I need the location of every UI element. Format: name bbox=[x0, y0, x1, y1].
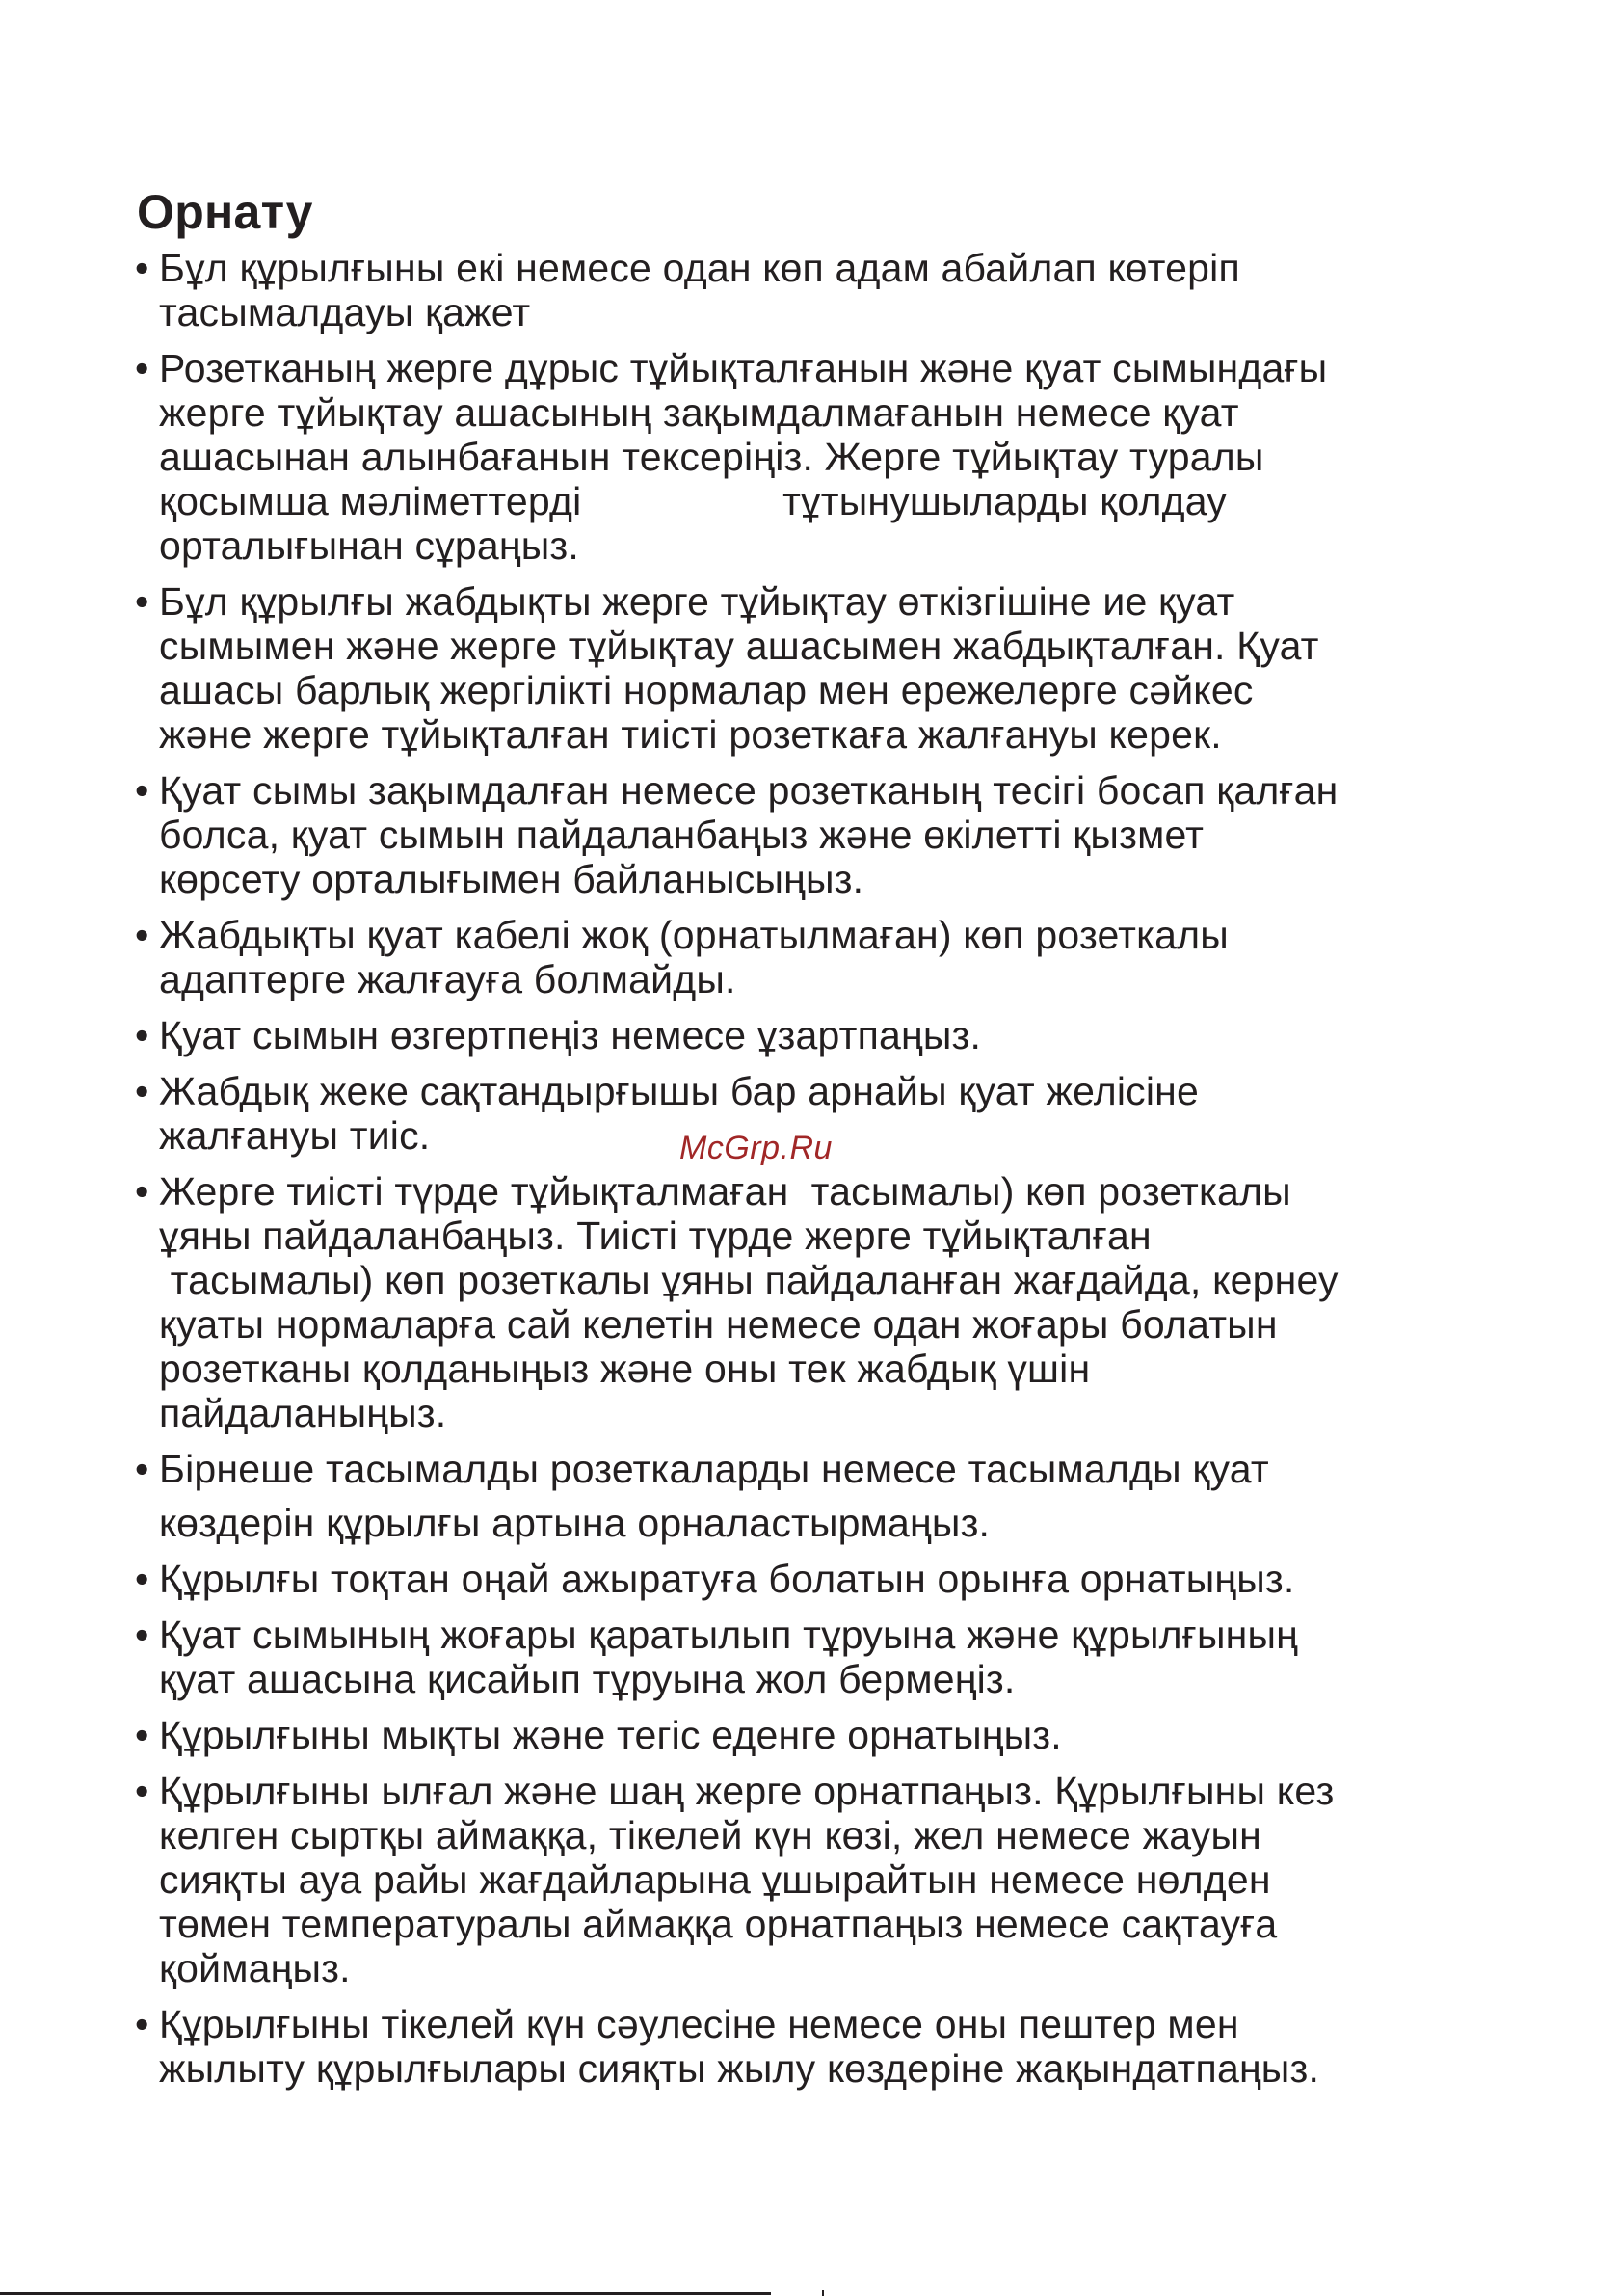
list-item-line: розетканы қолданыңыз және оны тек жабдық үшін bbox=[159, 1347, 1091, 1391]
bullet-icon: • bbox=[135, 2002, 149, 2046]
list-item-line: көздерін құрылғы артына орналастырмаңыз. bbox=[159, 1501, 991, 1545]
list-item-line: және жерге тұйықталған тиісті розеткаға жалғануы керек. bbox=[159, 712, 1222, 757]
bullet-icon: • bbox=[135, 768, 149, 813]
watermark-text: McGrp.Ru bbox=[679, 1130, 833, 1166]
list-item-line: Қуат сымының жоғары қаратылып тұруына және құрылғының bbox=[159, 1613, 1298, 1657]
list-item-line: қуаты нормаларға сай келетін немесе одан жоғары болатын bbox=[159, 1302, 1278, 1347]
list-item-line: сымымен және жерге тұйықтау ашасымен жабдықталған. Қуат bbox=[159, 624, 1319, 668]
list-item-line: Құрылғыны тікелей күн сәулесіне немесе оны пештер мен bbox=[159, 2002, 1239, 2046]
list-item-line: ашасынан алынбағанын тексеріңіз. Жерге тұйықтау туралы bbox=[159, 435, 1264, 479]
list-item-line: қосымша мәліметтерді тұтынушыларды қолдау bbox=[159, 479, 1227, 523]
list-item-line: пайдаланыңыз. bbox=[159, 1391, 447, 1435]
bullet-icon: • bbox=[135, 1713, 149, 1757]
list-item bbox=[135, 579, 1484, 757]
list-item-line: адаптерге жалғауға болмайды. bbox=[159, 957, 736, 1001]
list-item-line: қуат ашасына қисайып тұруына жол бермеңіз. bbox=[159, 1657, 1016, 1701]
list-item-line: Қуат сымын өзгертпеңіз немесе ұзартпаңыз. bbox=[159, 1013, 982, 1057]
list-item bbox=[135, 246, 1484, 334]
list-item bbox=[135, 1713, 1484, 1757]
list-item-line: ашасы барлық жергілікті нормалар мен ережелерге сәйкес bbox=[159, 668, 1254, 712]
list-item-line: сияқты ауа райы жағдайларына ұшырайтын немесе нөлден bbox=[159, 1857, 1271, 1902]
list-item bbox=[135, 1447, 1484, 1545]
list-item bbox=[135, 1769, 1484, 1990]
page-title: Орнату bbox=[137, 185, 313, 239]
list-item bbox=[135, 1613, 1484, 1701]
list-item-line: Жабдық жеке сақтандырғышы бар арнайы қуат желісіне bbox=[159, 1069, 1200, 1113]
list-item-line: жалғануы тиіс. bbox=[159, 1113, 431, 1158]
list-item-line: Құрылғы тоқтан оңай ажыратуға болатын орынға орнатыңыз. bbox=[159, 1557, 1295, 1601]
bullet-icon: • bbox=[135, 1769, 149, 1813]
instruction-list bbox=[135, 246, 1484, 2102]
bullet-icon: • bbox=[135, 1613, 149, 1657]
list-item-line: Розетканың жерге дұрыс тұйықталғанын және қуат сымындағы bbox=[159, 346, 1328, 390]
list-item bbox=[135, 1013, 1484, 1057]
list-item-line: тасымалы) көп розеткалы ұяны пайдаланған жағдайда, кернеу bbox=[159, 1258, 1339, 1302]
bullet-icon: • bbox=[135, 1069, 149, 1113]
list-item-line: Құрылғыны мықты және тегіс еденге орнатыңыз. bbox=[159, 1713, 1062, 1757]
list-item-line: Бұл құрылғы жабдықты жерге тұйықтау өткізгішіне ие қуат bbox=[159, 579, 1235, 624]
bullet-icon: • bbox=[135, 1447, 149, 1491]
list-item-line: болса, қуат сымын пайдаланбаңыз және өкілетті қызмет bbox=[159, 813, 1205, 857]
bullet-icon: • bbox=[135, 1557, 149, 1601]
list-item-line: Жерге тиісті түрде тұйықталмаған тасымалы) көп розеткалы bbox=[159, 1169, 1291, 1214]
list-item-line: Қуат сымы зақымдалған немесе розетканың тесігі босап қалған bbox=[159, 768, 1339, 813]
list-item-line: төмен температуралы аймаққа орнатпаңыз немесе сақтауға bbox=[159, 1902, 1278, 1946]
list-item-line: жылыту құрылғылары сияқты жылу көздеріне жақындатпаңыз. bbox=[159, 2046, 1320, 2091]
list-item-line: ұяны пайдаланбаңыз. Тиісті түрде жерге тұйықталған bbox=[159, 1214, 1152, 1258]
list-item bbox=[135, 913, 1484, 1001]
list-item-line: орталығынан сұраңыз. bbox=[159, 523, 580, 568]
footer-tick bbox=[822, 2290, 824, 2296]
footer-divider bbox=[0, 2292, 771, 2295]
list-item-line: Бұл құрылғыны екі немесе одан көп адам абайлап көтеріп bbox=[159, 246, 1240, 290]
list-item-line: қоймаңыз. bbox=[159, 1946, 351, 1990]
list-item-line: тасымалдауы қажет bbox=[159, 290, 531, 334]
bullet-icon: • bbox=[135, 1013, 149, 1057]
list-item bbox=[135, 2002, 1484, 2091]
list-item bbox=[135, 1557, 1484, 1601]
list-item bbox=[135, 346, 1484, 568]
list-item-line: көрсету орталығымен байланысыңыз. bbox=[159, 857, 864, 901]
bullet-icon: • bbox=[135, 579, 149, 624]
list-item-line: Жабдықты қуат кабелі жоқ (орнатылмаған) көп розеткалы bbox=[159, 913, 1229, 957]
bullet-icon: • bbox=[135, 1169, 149, 1214]
list-item-line: жерге тұйықтау ашасының зақымдалмағанын немесе қуат bbox=[159, 390, 1239, 435]
bullet-icon: • bbox=[135, 346, 149, 390]
list-item-line: келген сыртқы аймаққа, тікелей күн көзі, жел немесе жауын bbox=[159, 1813, 1261, 1857]
list-item bbox=[135, 1169, 1484, 1435]
list-item-line: Құрылғыны ылғал және шаң жерге орнатпаңыз. Құрылғыны кез bbox=[159, 1769, 1335, 1813]
bullet-icon: • bbox=[135, 246, 149, 290]
list-item bbox=[135, 768, 1484, 901]
list-item-line: Бірнеше тасымалды розеткаларды немесе тасымалды қуат bbox=[159, 1447, 1269, 1491]
bullet-icon: • bbox=[135, 913, 149, 957]
